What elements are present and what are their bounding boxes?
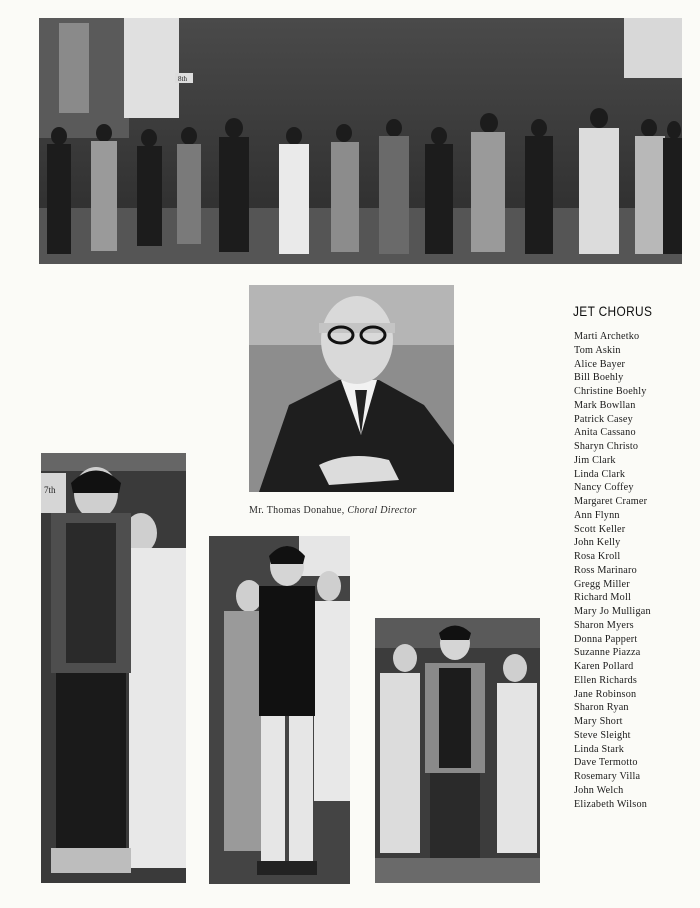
member-name: Steve Sleight [574, 729, 631, 741]
chorus-group-photo [39, 18, 682, 264]
floor-sign-text: 7th [44, 485, 56, 495]
director-caption [249, 505, 489, 516]
member-name: Patrick Casey [574, 413, 633, 425]
member-name: Donna Pappert [574, 633, 638, 645]
member-name: Rosa Kroll [574, 551, 621, 562]
director-portrait [249, 285, 454, 492]
member-name: Ellen Richards [574, 674, 638, 686]
member-name: Mary Short [574, 716, 623, 727]
member-name: Sharon Ryan [574, 702, 629, 714]
member-name: Dave Termotto [574, 757, 638, 769]
member-name: Bill Boehly [574, 372, 624, 384]
director-name: Mr. Thomas Donahue, [249, 505, 345, 516]
member-name: Anita Cassano [574, 427, 636, 439]
member-name: Sharyn Christo [574, 441, 639, 452]
member-name: John Kelly [574, 537, 621, 549]
member-name: Jim Clark [574, 454, 616, 466]
member-name: Sharon Myers [574, 619, 634, 631]
member-name: Rosemary Villa [574, 771, 641, 782]
chorus-member-list [574, 330, 651, 811]
chorus-candid-photo-right [375, 618, 540, 883]
member-name: Nancy Coffey [574, 482, 634, 494]
member-name: Alice Bayer [574, 358, 626, 370]
member-name: Ross Marinaro [574, 564, 637, 576]
chorus-candid-photo-middle [209, 536, 350, 884]
member-name: John Welch [574, 784, 624, 796]
member-name: Mark Bowllan [574, 399, 636, 411]
floor-sign-text: 8th [178, 75, 187, 83]
chorus-candid-photo-left [41, 453, 186, 883]
member-name: Elizabeth Wilson [574, 798, 648, 810]
chorus-heading: JET CHORUS [573, 303, 653, 319]
member-name: Ann Flynn [574, 509, 620, 521]
member-name: Mary Jo Mulligan [574, 606, 651, 617]
member-name: Karen Pollard [574, 661, 634, 672]
member-name: Gregg Miller [574, 578, 630, 590]
director-role: Choral Director [347, 505, 417, 516]
member-name: Tom Askin [574, 344, 621, 356]
member-name: Scott Keller [574, 523, 626, 535]
member-name: Marti Archetko [574, 331, 640, 342]
member-name: Suzanne Piazza [574, 647, 641, 659]
member-name: Linda Stark [574, 743, 625, 755]
member-name: Linda Clark [574, 468, 626, 480]
member-name: Richard Moll [574, 592, 632, 604]
member-name: Jane Robinson [574, 688, 637, 700]
member-name: Margaret Cramer [574, 496, 648, 507]
member-name: Christine Boehly [574, 386, 647, 397]
